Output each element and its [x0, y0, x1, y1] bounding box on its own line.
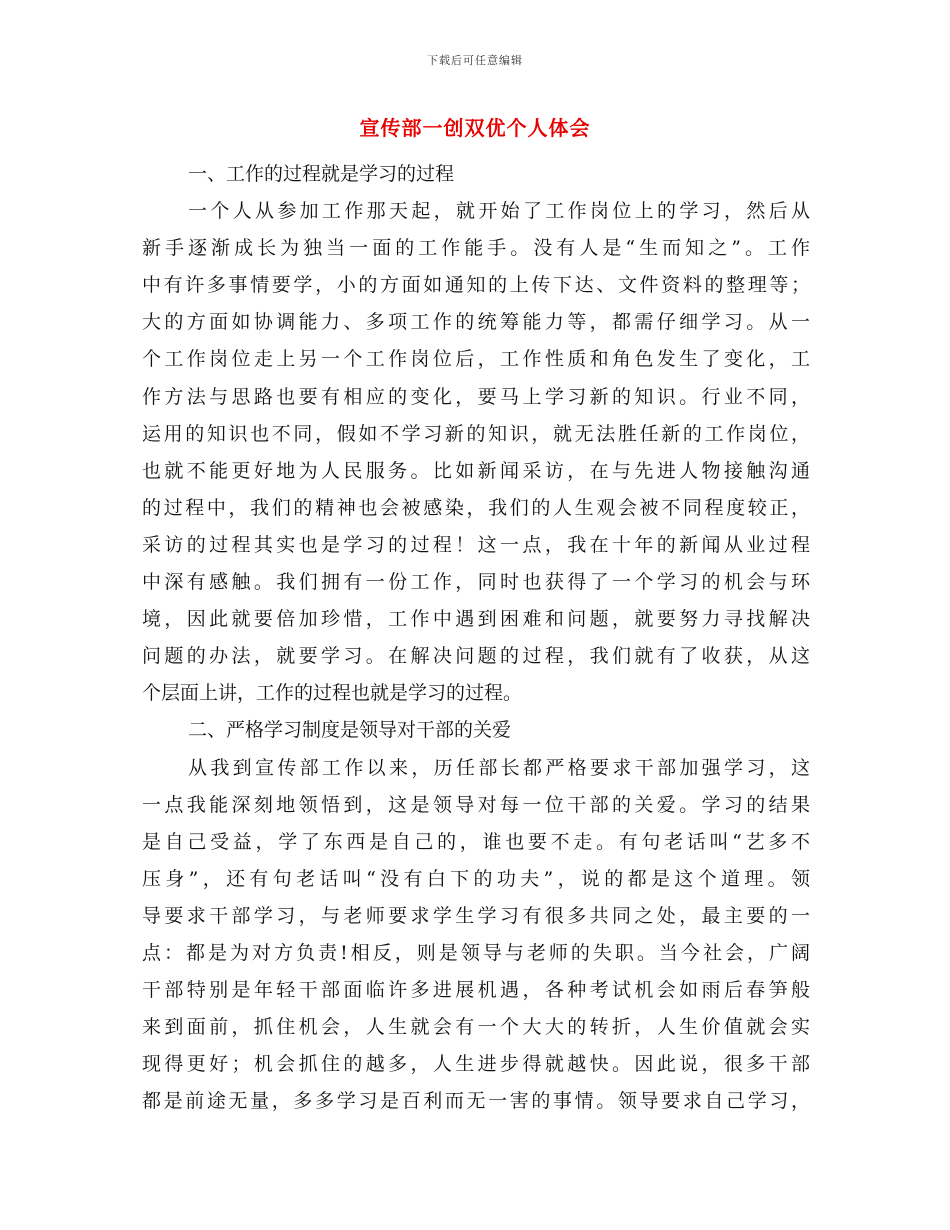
text-line: 点：都是为对方负责!相反，则是领导与老师的失职。当今社会，广阔	[142, 941, 810, 964]
text-line: 个工作岗位走上另一个工作岗位后，工作性质和角色发生了变化，工	[142, 348, 810, 371]
document-body	[142, 156, 810, 1120]
text-line: 新手逐渐成长为独当一面的工作能手。没有人是“生而知之”。工作	[142, 237, 810, 260]
document-title: 宣传部一创双优个人体会	[359, 116, 591, 140]
text-line: 一、工作的过程就是学习的过程	[188, 163, 455, 185]
text-line: 采访的过程其实也是学习的过程！这一点，我在十年的新闻从业过程	[142, 533, 810, 556]
text-line: 运用的知识也不同，假如不学习新的知识，就无法胜任新的工作岗位，	[142, 422, 810, 445]
text-line: 都是前途无量，多多学习是百利而无一害的事情。领导要求自己学习，	[142, 1090, 810, 1113]
text-line: 从我到宣传部工作以来，历任部长都严格要求干部加强学习，这	[188, 756, 810, 779]
text-line: 一点我能深刻地领悟到，这是领导对每一位干部的关爱。学习的结果	[142, 793, 810, 816]
text-line: 导要求干部学习，与老师要求学生学习有很多共同之处，最主要的一	[142, 904, 810, 927]
text-line: 问题的办法，就要学习。在解决问题的过程，我们就有了收获，从这	[142, 645, 810, 668]
text-line: 的过程中，我们的精神也会被感染，我们的人生观会被不同程度较正，	[142, 496, 810, 519]
text-line: 现得更好；机会抓住的越多，人生进步得就越快。因此说，很多干部	[142, 1053, 810, 1076]
text-line: 干部特别是年轻干部面临许多进展机遇，各种考试机会如雨后春笋般	[142, 979, 810, 1002]
text-line: 来到面前，抓住机会，人生就会有一个大大的转折，人生价值就会实	[142, 1016, 810, 1039]
page-header: 下载后可任意编辑	[427, 54, 523, 67]
text-line: 大的方面如协调能力、多项工作的统筹能力等，都需仔细学习。从一	[142, 311, 810, 334]
text-line: 个层面上讲，工作的过程也就是学习的过程。	[142, 682, 523, 705]
text-line: 一个人从参加工作那天起，就开始了工作岗位上的学习，然后从	[188, 200, 810, 223]
text-line: 压身”，还有句老话叫“没有白下的功夫”，说的都是这个道理。领	[142, 867, 810, 890]
text-line: 二、严格学习制度是领导对干部的关爱	[188, 719, 512, 742]
text-line: 中有许多事情要学，小的方面如通知的上传下达、文件资料的整理等；	[142, 274, 810, 297]
text-line: 境，因此就要倍加珍惜，工作中遇到困难和问题，就要努力寻找解决	[142, 608, 810, 631]
text-line: 作方法与思路也要有相应的变化，要马上学习新的知识。行业不同，	[142, 385, 810, 408]
text-line: 也就不能更好地为人民服务。比如新闻采访，在与先进人物接触沟通	[142, 459, 810, 482]
text-line: 是自己受益，学了东西是自己的，谁也要不走。有句老话叫“艺多不	[142, 830, 810, 853]
text-line: 中深有感触。我们拥有一份工作，同时也获得了一个学习的机会与环	[142, 571, 810, 594]
